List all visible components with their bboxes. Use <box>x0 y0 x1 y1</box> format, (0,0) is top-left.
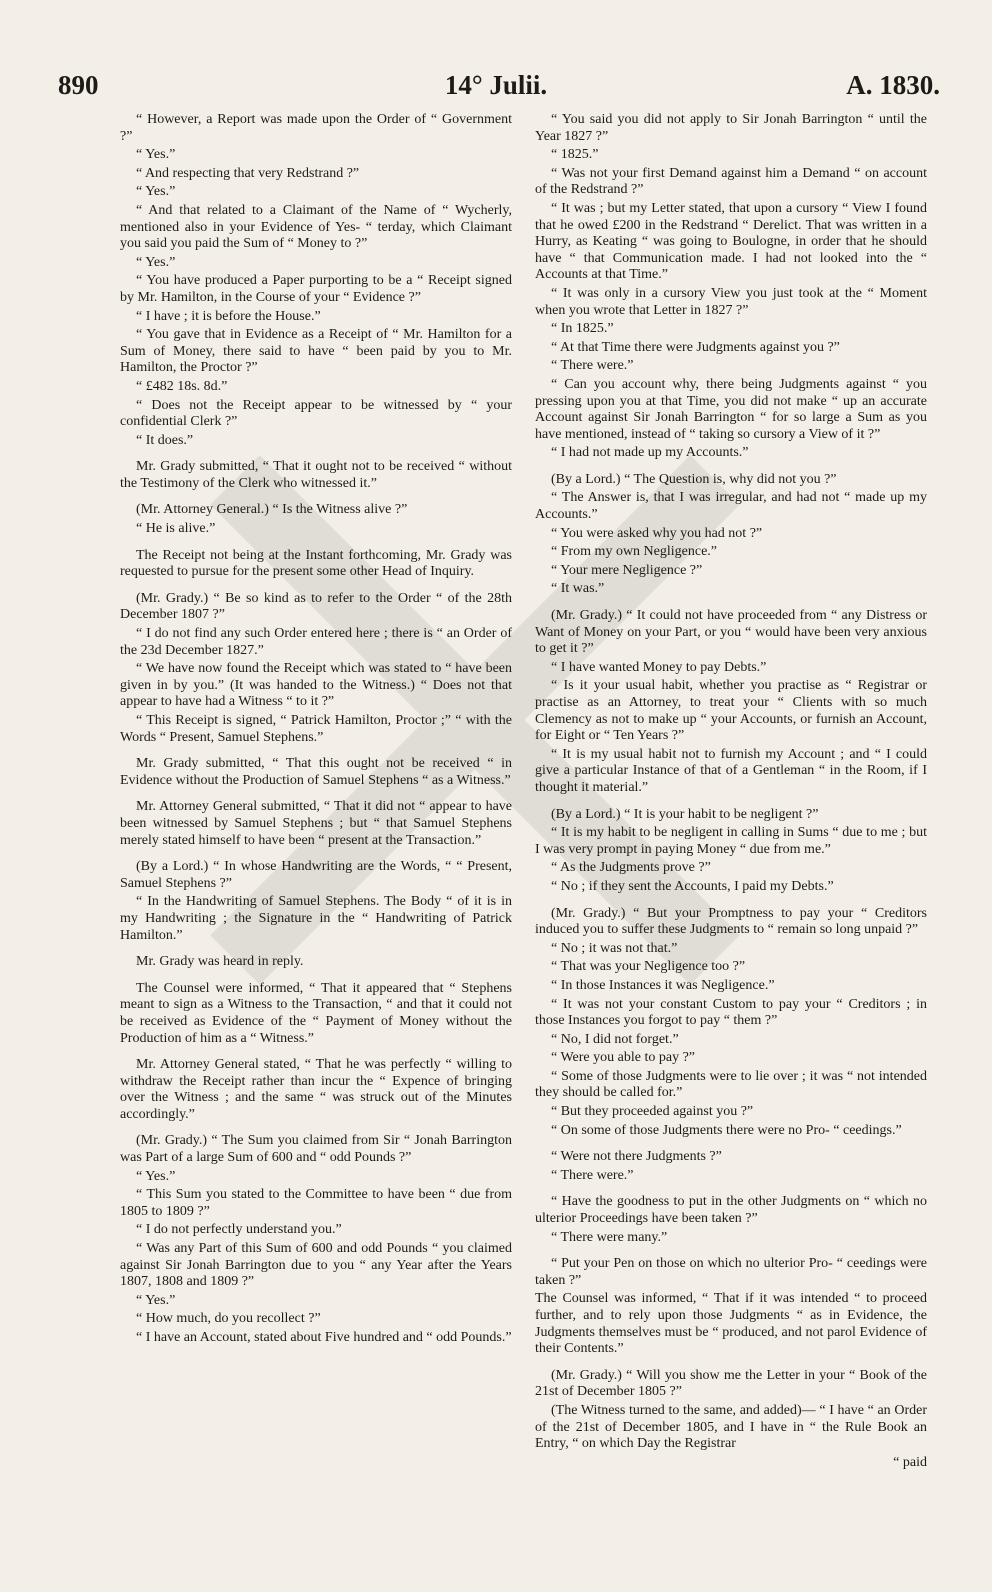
paragraph: “ 1825.” <box>551 147 599 163</box>
paragraph: The Receipt not being at the Instant forthcoming, Mr. Grady was requested to pursue for the present some other Head of Inquiry. <box>120 547 512 580</box>
paragraph: “ Is it your usual habit, whether you practise as “ Registrar or practise as an Attorney, to treat your “ Clients with so much Clemency as not to make up “ your Accounts, or furnish an Account, for Eight or “ Ten Years ?” <box>535 678 927 744</box>
paragraph: (Mr. Grady.) “ Be so kind as to refer to the Order “ of the 28th December 1807 ?” <box>120 590 512 623</box>
paragraph: “ We have now found the Receipt which was stated to “ have been given in by you.” (It was handed to the Witness.) “ Does not that appear to have had a Witness “ to it ?” <box>120 661 512 710</box>
paragraph: “ I have an Account, stated about Five hundred and “ odd Pounds.” <box>136 1330 512 1345</box>
paragraph: “ You have produced a Paper purporting to be a “ Receipt signed by Mr. Hamilton, in the Course of your “ Evidence ?” <box>120 273 512 305</box>
paragraph: (Mr. Grady.) “ It could not have proceeded from “ any Distress or Want of Money on your Part, or you “ would have been very anxious to get it ?” <box>535 608 927 657</box>
paragraph: “ How much, do you recollect ?” <box>136 1311 321 1327</box>
left-column <box>120 112 512 1349</box>
paragraph: “ He is alive.” <box>136 521 216 537</box>
paragraph: “ In 1825.” <box>551 321 614 337</box>
paragraph: “ I had not made up my Accounts.” <box>551 445 749 461</box>
paragraph: “ Were not there Judgments ?” <box>551 1149 722 1165</box>
paragraph: “ However, a Report was made upon the Order of “ Government ?” <box>120 112 512 144</box>
paragraph: “ You said you did not apply to Sir Jonah Barrington “ until the Year 1827 ?” <box>535 112 927 144</box>
paragraph: The Counsel was informed, “ That if it was intended “ to proceed further, and to rely upon those Judgments “ as in Evidence, the Judgments themselves must be “ produced, and not parol Evidence of their Contents.” <box>535 1291 927 1357</box>
page-number: 890 <box>58 70 99 100</box>
paragraph: “ It was.” <box>551 581 605 597</box>
paragraph: The Counsel were informed, “ That it appeared that “ Stephens meant to sign as a Witness to the Transaction, “ and that it could not be received as Evidence of the “ Payment of Money without the Production of him as a “ Witness.” <box>120 980 512 1046</box>
paragraph: “ It was ; but my Letter stated, that upon a cursory “ View I found that he owed £200 in the Redstrand “ Derelict. That was written in a Hurry, as Keating “ was going to Boulogne, in order that he should have “ that Communication made. I had not looked into the “ Accounts at that Time.” <box>535 200 927 283</box>
paragraph: “ Yes.” <box>136 147 176 163</box>
paragraph: “ In the Handwriting of Samuel Stephens. The Body “ of it is in my Handwriting ; the Signature in the “ Handwriting of Patrick Hamilton.” <box>120 894 512 943</box>
paragraph: “ Yes.” <box>136 1292 176 1308</box>
paragraph: “ Was any Part of this Sum of 600 and odd Pounds “ you claimed against Sir Jonah Barrington due to you “ any Year after the Years 1807, 1808 and 1809 ?” <box>120 1241 512 1290</box>
paragraph: Mr. Grady submitted, “ That this ought not be received “ in Evidence without the Production of Samuel Stephens “ as a Witness.” <box>120 756 512 788</box>
paragraph: “ Yes.” <box>136 254 176 270</box>
paragraph: (Mr. Grady.) “ Will you show me the Letter in your “ Book of the 21st of December 1805 ?” <box>535 1367 927 1400</box>
paragraph: “ Yes.” <box>136 184 176 200</box>
paragraph: “ Was not your first Demand against him a Demand “ on account of the Redstrand ?” <box>535 165 927 198</box>
paragraph: “ It is my habit to be negligent in calling in Sums “ due to me ; but I was very prompt in paying Money “ due from me.” <box>535 825 927 857</box>
paragraph: “ On some of those Judgments there were no Pro- “ ceedings.” <box>551 1122 902 1138</box>
paragraph: Mr. Grady submitted, “ That it ought not to be received “ without the Testimony of the Clerk who witnessed it.” <box>120 459 512 491</box>
paragraph: “ That was your Negligence too ?” <box>551 959 746 975</box>
paragraph: “ There were.” <box>551 358 634 374</box>
paragraph: “ I do not perfectly understand you.” <box>136 1222 342 1238</box>
paragraph: Mr. Grady was heard in reply. <box>136 954 304 970</box>
paragraph: “ And that related to a Claimant of the Name of “ Wycherly, mentioned also in your Evidence of Yes- “ terday, which Claimant you said you paid the Sum of “ Money to ?” <box>120 202 512 252</box>
paragraph: “ I have wanted Money to pay Debts.” <box>551 659 767 675</box>
paragraph: “ Were you able to pay ?” <box>551 1050 695 1066</box>
paragraph: (By a Lord.) “ The Question is, why did not you ?” <box>551 471 837 487</box>
paragraph: “ I do not find any such Order entered here ; there is “ an Order of the 23d December 1827.” <box>120 626 512 658</box>
paragraph: “ This Receipt is signed, “ Patrick Hamilton, Proctor ;” “ with the Words “ Present, Samuel Stephens.” <box>120 713 512 745</box>
paragraph: (The Witness turned to the same, and added)— “ I have “ an Order of the 21st of December 1805, and I have in “ the Rule Book an Entry, “ on which Day the Registrar <box>535 1402 927 1452</box>
paragraph: (Mr. Grady.) “ But your Promptness to pay your “ Creditors induced you to suffer these Judgments to “ remain so long unpaid ?” <box>535 905 927 938</box>
paragraph: “ It was not your constant Custom to pay your “ Creditors ; in those Instances you forgot to pay “ them ?” <box>535 996 927 1029</box>
paragraph: “ As the Judgments prove ?” <box>551 860 711 876</box>
paragraph: (By a Lord.) “ In whose Handwriting are the Words, “ “ Present, Samuel Stephens ?” <box>120 859 512 891</box>
paragraph: “ Put your Pen on those on which no ulterior Pro- “ ceedings were taken ?” <box>535 1256 927 1288</box>
paragraph: “ paid <box>893 1454 927 1470</box>
paragraph: “ But they proceeded against you ?” <box>551 1104 754 1120</box>
paragraph: “ Does not the Receipt appear to be witnessed by “ your confidential Clerk ?” <box>120 397 512 430</box>
paragraph: “ There were.” <box>551 1167 634 1183</box>
paragraph: “ And respecting that very Redstrand ?” <box>136 165 360 181</box>
paragraph: “ There were many.” <box>551 1229 668 1245</box>
paragraph: “ Yes.” <box>136 1168 176 1184</box>
paragraph: “ You gave that in Evidence as a Receipt of “ Mr. Hamilton for a Sum of Money, there said to have “ been paid by you to Mr. Hamilton, the Proctor ?” <box>120 327 512 376</box>
paragraph: “ It does.” <box>136 432 194 448</box>
paragraph: Mr. Attorney General submitted, “ That it did not “ appear to have been witnessed by Samuel Stephens ; but “ that Samuel Stephens merely stated himself to have been “ present at the Transaction.” <box>120 799 512 848</box>
paragraph: “ No, I did not forget.” <box>551 1031 679 1047</box>
paragraph: “ At that Time there were Judgments against you ?” <box>551 339 840 355</box>
paragraph: “ It is my usual habit not to furnish my Account ; and “ I could give a particular Instance of that of a Gentleman “ in the Room, if I thought it material.” <box>535 746 927 795</box>
paragraph: “ £482 18s. 8d.” <box>136 378 228 394</box>
right-column <box>535 112 927 1473</box>
paragraph: “ Can you account why, there being Judgments against “ you pressing upon you at that Time, you did not make “ up an accurate Account against Sir Jonah Barrington “ for so large a Sum as you have mentioned, instead of “ taking so cursory a View of it ?” <box>535 376 927 442</box>
paragraph: “ The Answer is, that I was irregular, and had not “ made up my Accounts.” <box>535 490 927 523</box>
paragraph: “ Some of those Judgments were to lie over ; it was “ not intended they should be called for.” <box>535 1068 927 1101</box>
paragraph: “ You were asked why you had not ?” <box>551 525 763 541</box>
paragraph: “ Your mere Negligence ?” <box>551 562 703 578</box>
paragraph: “ It was only in a cursory View you just took at the “ Moment when you wrote that Letter in 1827 ?” <box>535 285 927 318</box>
paragraph: “ From my own Negligence.” <box>551 544 718 560</box>
paragraph: “ No ; it was not that.” <box>551 940 678 956</box>
paragraph: “ This Sum you stated to the Committee to have been “ due from 1805 to 1809 ?” <box>120 1187 512 1219</box>
header-year: A. 1830. <box>846 70 940 100</box>
running-header <box>0 70 992 110</box>
paragraph: Mr. Attorney General stated, “ That he was perfectly “ willing to withdraw the Receipt rather than incur the “ Expence of bringing over the Witness ; and the same “ was struck out of the Minutes accordingly.” <box>120 1057 512 1122</box>
paragraph: “ I have ; it is before the House.” <box>136 308 321 324</box>
paragraph: “ No ; if they sent the Accounts, I paid my Debts.” <box>551 878 834 894</box>
header-date: 14° Julii. <box>444 70 548 100</box>
paragraph: (Mr. Grady.) “ The Sum you claimed from Sir “ Jonah Barrington was Part of a large Sum of 600 and “ odd Pounds ?” <box>120 1133 512 1166</box>
paragraph: (By a Lord.) “ It is your habit to be negligent ?” <box>551 806 819 822</box>
paragraph: “ In those Instances it was Negligence.” <box>551 977 775 993</box>
paragraph: (Mr. Attorney General.) “ Is the Witness alive ?” <box>136 502 408 518</box>
paragraph: “ Have the goodness to put in the other Judgments on “ which no ulterior Proceedings have been taken ?” <box>535 1194 927 1227</box>
